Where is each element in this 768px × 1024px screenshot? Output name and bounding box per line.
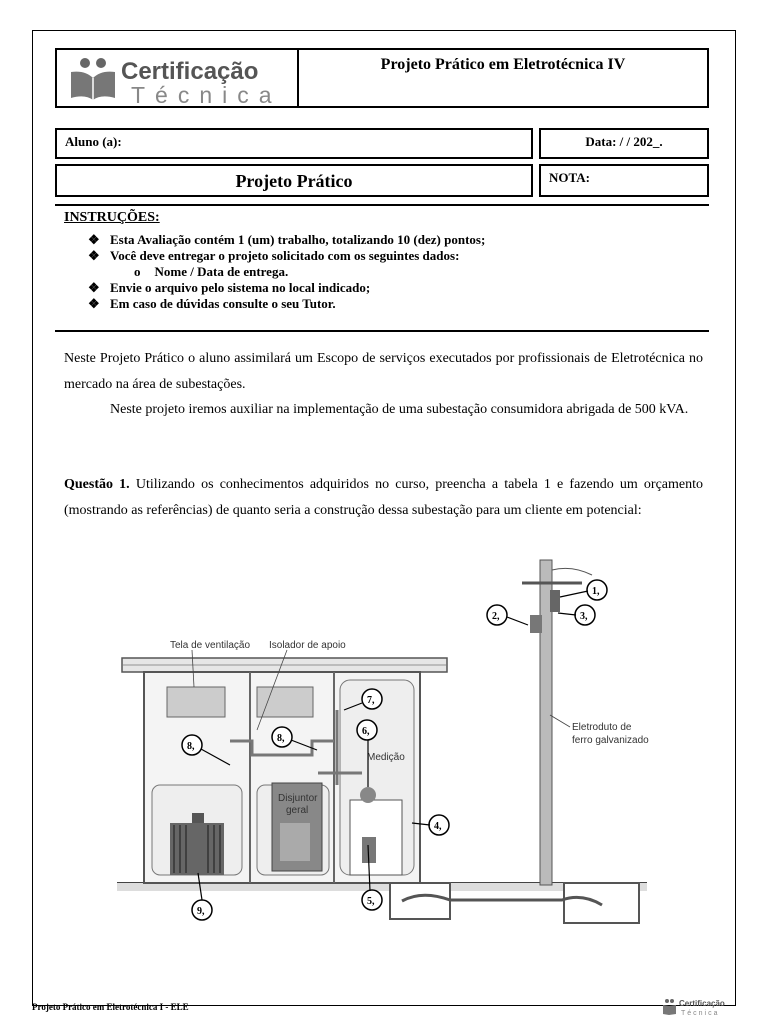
- footer-logo-line1: Certificação: [679, 999, 725, 1008]
- question-text: Utilizando os conhecimentos adquiridos no curso, preencha a tabela 1 e fazendo um orçamento (mostrando as referências) de quanto seria a construção dessa subestação para um cliente em potencial:: [64, 477, 704, 518]
- instruction-item: ❖ Esta Avaliação contém 1 (um) trabalho, totalizando 10 (dez) pontos;: [88, 232, 486, 247]
- question-1: [64, 472, 703, 524]
- callout-9: [192, 900, 212, 920]
- callout-1: [587, 580, 607, 600]
- svg-text:9,: 9,: [197, 906, 205, 917]
- instructions-title: INSTRUÇÕES:: [64, 210, 160, 225]
- svg-text:2,: 2,: [492, 611, 500, 622]
- svg-text:8,: 8,: [277, 733, 285, 744]
- projeto-pratico-heading: Projeto Prático: [55, 164, 533, 197]
- instructions: [64, 210, 485, 312]
- callout-5: [362, 890, 382, 910]
- svg-text:5,: 5,: [367, 896, 375, 907]
- svg-text:4,: 4,: [434, 821, 442, 832]
- nota-field[interactable]: NOTA:: [539, 164, 709, 197]
- certificacao-logo: [57, 50, 297, 106]
- instruction-item: ❖ Em caso de dúvidas consulte o seu Tutor.: [88, 296, 336, 311]
- breaker-label-1: Disjuntor: [278, 793, 318, 804]
- conduit-label-1: Eletroduto de: [572, 722, 632, 733]
- footer-logo: [662, 997, 736, 1017]
- date-field[interactable]: Data: / / 202_.: [539, 128, 709, 159]
- callout-8a: [182, 735, 202, 755]
- diamond-bullet-icon: ❖: [88, 296, 100, 311]
- svg-text:6,: 6,: [362, 726, 370, 737]
- callout-3: [575, 605, 595, 625]
- callout-7: [362, 689, 382, 709]
- diamond-bullet-icon: ❖: [88, 248, 100, 263]
- callout-4: [429, 815, 449, 835]
- logo-line1: Certificação: [121, 58, 259, 85]
- callout-8b: [272, 727, 292, 747]
- document-title: Projeto Prático em Eletrotécnica IV: [297, 48, 709, 108]
- logo-line2: Técnica: [131, 82, 282, 106]
- instruction-subitem: o Nome / Data de entrega.: [134, 264, 289, 279]
- diamond-bullet-icon: ❖: [88, 280, 100, 295]
- callout-2: [487, 605, 507, 625]
- substation-diagram: [112, 555, 652, 930]
- footer-text: Projeto Prático em Eletrotécnica I - ELE: [32, 1002, 189, 1012]
- divider-top: [55, 204, 709, 206]
- svg-text:7,: 7,: [367, 695, 375, 706]
- breaker-label-2: geral: [286, 805, 309, 816]
- svg-text:1,: 1,: [592, 586, 600, 597]
- instruction-item: ❖ Envie o arquivo pelo sistema no local indicado;: [88, 280, 371, 295]
- instruction-item: ❖ Você deve entregar o projeto solicitado com os seguintes dados:: [88, 248, 460, 263]
- project-paragraph: Neste projeto iremos auxiliar na implementação de uma subestação consumidora abrigada de 500 kVA.: [110, 402, 689, 417]
- callout-6: [357, 720, 377, 740]
- insulator-label: Isolador de apoio: [269, 640, 346, 651]
- ventilation-label: Tela de ventilação: [170, 640, 251, 651]
- conduit-label-2: ferro galvanizado: [572, 735, 649, 746]
- divider-bottom: [55, 330, 709, 332]
- footer-logo-line2: Técnica: [681, 1010, 720, 1017]
- diamond-bullet-icon: ❖: [88, 232, 100, 247]
- question-label: Questão 1.: [64, 477, 130, 492]
- metering-label: Medição: [367, 752, 405, 763]
- intro-paragraph: Neste Projeto Prático o aluno assimilará um Escopo de serviços executados por profissionais de Eletrotécnica no mercado na área de subestações.: [64, 351, 703, 392]
- svg-text:3,: 3,: [580, 611, 588, 622]
- aluno-field[interactable]: Aluno (a):: [55, 128, 533, 159]
- svg-text:8,: 8,: [187, 741, 195, 752]
- logo-box: [55, 48, 299, 108]
